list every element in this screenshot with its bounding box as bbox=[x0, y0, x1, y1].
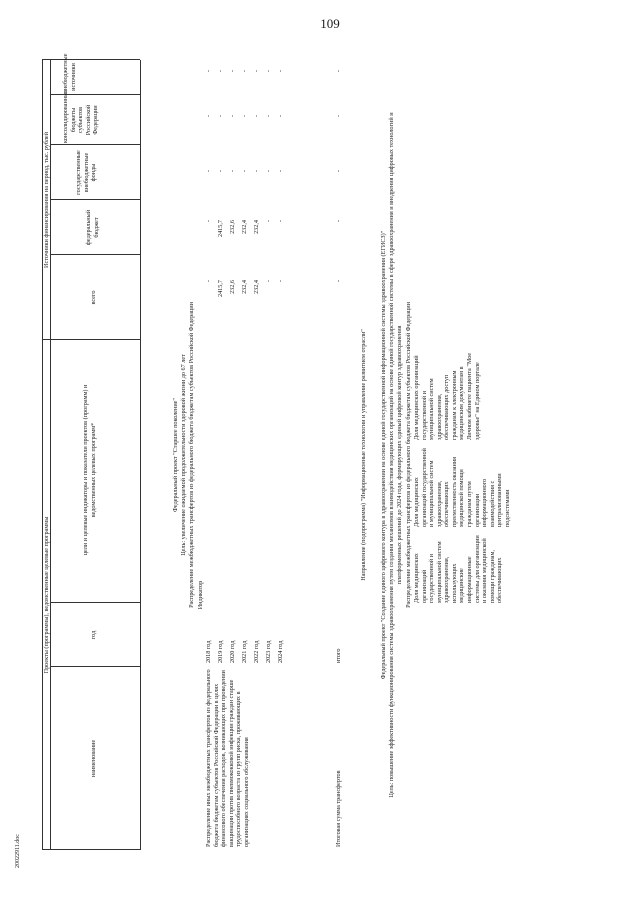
col-header-year: год bbox=[90, 630, 97, 640]
consolidated-cell: - bbox=[217, 115, 224, 118]
federal-cell: 2415,7 bbox=[217, 220, 224, 238]
project2-indicator-3: Доля медицинских организаций государственной и муниципальной систем здравоохранения, обеспечивающих доступ гражданам к электронным медицинским документам в Личном кабинете пациента "Мое здоровье" на Едином портале bbox=[413, 352, 481, 440]
col-header-consolidated: консолидированные бюджеты субъектов Российской Федерации bbox=[62, 89, 100, 143]
col-header-extrabudget: внебюджетные источники bbox=[62, 53, 77, 93]
total-row-state-funds: - bbox=[335, 170, 342, 173]
col-line-8 bbox=[42, 59, 140, 60]
col-header-total: всего bbox=[90, 290, 97, 305]
project1-title: Федеральный проект "Старшее поколение" bbox=[172, 398, 179, 512]
federal-cell: 232,4 bbox=[253, 220, 260, 234]
project2-goal: Цель: повышение эффективности функционирования системы здравоохранения путем создания механизмов взаимодействия медицинских организаций на основе единой государственной системы в сфере здравоохранения и внедрения цифровых технологий и платформенных решений до 2024 года, формирующих единый цифровой контур здравоохранения bbox=[388, 112, 403, 798]
total-row-name: Итоговая сумма трансфертов bbox=[335, 770, 342, 847]
extrabudget-cell: - bbox=[241, 70, 248, 73]
table-row-2022 bbox=[253, 60, 261, 667]
project2-indicator-1: Доля медицинских организаций государственной и муниципальной систем здравоохранения, использующих медицинские информационные системы для организации и оказания медицинской помощи гражданам, обеспечивающих bbox=[413, 535, 504, 603]
project1-distribution: Распределение межбюджетных трансфертов из федерального бюджета бюджетам субъектов Российской Федерации bbox=[188, 302, 195, 608]
total-row-extrabudget: - bbox=[335, 70, 342, 73]
table-row-2018 bbox=[205, 60, 213, 667]
col-line-6 bbox=[50, 144, 140, 145]
col-header-indicators: цели и целевые индикаторы и показатели проектов (программ) и ведомственных целевых программ* bbox=[82, 384, 97, 556]
col-header-name: наименование bbox=[90, 739, 97, 778]
total-cell: - bbox=[265, 280, 272, 283]
header-bottom-line bbox=[140, 60, 141, 850]
page-number: 109 bbox=[320, 16, 340, 31]
year-cell: 2022 год bbox=[253, 640, 260, 663]
federal-cell: - bbox=[205, 220, 212, 223]
total-cell: 232,4 bbox=[241, 280, 248, 294]
table-row-2021 bbox=[241, 60, 249, 667]
table-row-2020 bbox=[229, 60, 237, 667]
extrabudget-cell: - bbox=[229, 70, 236, 73]
total-row-year: итого bbox=[335, 648, 342, 663]
year-cell: 2018 год bbox=[205, 640, 212, 663]
state-funds-cell: - bbox=[265, 170, 272, 173]
extrabudget-cell: - bbox=[277, 70, 284, 73]
direction-heading: Направление (подпрограмма) "Информационные технологии и управление развитием отрасли" bbox=[360, 329, 367, 581]
year-cell: 2019 год bbox=[217, 640, 224, 663]
table-row-2024 bbox=[277, 60, 285, 667]
total-cell: 2415,7 bbox=[217, 280, 224, 298]
col-header-state-funds: государственные внебюджетные фонды bbox=[75, 150, 98, 195]
footer-code: 20022911.doc bbox=[15, 834, 21, 868]
extrabudget-cell: - bbox=[217, 70, 224, 73]
project1-indicator-label: Индикатор bbox=[197, 580, 204, 610]
total-row-consolidated: - bbox=[335, 115, 342, 118]
table-row-2023 bbox=[265, 60, 273, 667]
state-funds-cell: - bbox=[229, 170, 236, 173]
total-cell: - bbox=[205, 280, 212, 283]
year-cell: 2021 год bbox=[241, 640, 248, 663]
federal-cell: - bbox=[277, 220, 284, 223]
project2-indicator-2: Доля медицинских организаций государственной и муниципальной систем здравоохранения, обеспечивающих преемственность оказания медицинской помощи гражданам путем организации информационного взаимодействия с централизованными подсистемами bbox=[413, 448, 511, 527]
year-cell: 2020 год bbox=[229, 640, 236, 663]
total-row-total: - bbox=[335, 280, 342, 283]
consolidated-cell: - bbox=[205, 115, 212, 118]
state-funds-cell: - bbox=[277, 170, 284, 173]
consolidated-cell: - bbox=[253, 115, 260, 118]
programs-group-header: Проекты (программы), ведомственные целевые программы bbox=[43, 516, 50, 674]
project1-row-name: Распределение иных межбюджетных трансфертов из федерального бюджета бюджетам субъектов Российской Федерации в целях финансового обеспечения расходов, возникающих при проведении вакцинации против пневмококковой инфекции граждан старше трудоспособного возраста из групп риска, проживающих в организациях социального обслуживания bbox=[205, 669, 250, 847]
extrabudget-cell: - bbox=[205, 70, 212, 73]
col-line-5 bbox=[50, 199, 140, 200]
sources-group-header: Источники финансирования на период, тыс. рублей bbox=[43, 132, 50, 268]
extrabudget-cell: - bbox=[253, 70, 260, 73]
federal-cell: 232,4 bbox=[241, 220, 248, 234]
state-funds-cell: - bbox=[241, 170, 248, 173]
consolidated-cell: - bbox=[229, 115, 236, 118]
year-cell: 2023 год bbox=[265, 640, 272, 663]
extrabudget-cell: - bbox=[265, 70, 272, 73]
federal-cell: 232,6 bbox=[229, 220, 236, 234]
project1-goal: Цель: увеличение ожидаемой продолжительности здоровой жизни до 67 лет bbox=[180, 354, 187, 556]
federal-cell: - bbox=[265, 220, 272, 223]
total-row-federal: - bbox=[335, 220, 342, 223]
project2-distribution: Распределение межбюджетных трансфертов из федерального бюджета бюджетам субъектов Российской Федерации bbox=[405, 302, 412, 608]
consolidated-cell: - bbox=[265, 115, 272, 118]
state-funds-cell: - bbox=[253, 170, 260, 173]
total-cell: 232,4 bbox=[253, 280, 260, 294]
year-cell: 2024 год bbox=[277, 640, 284, 663]
project2-title: Федеральный проект "Создание единого цифрового контура в здравоохранении на основе единой государственной информационной системы здравоохранения (ЕГИСЗ)" bbox=[380, 230, 387, 680]
consolidated-cell: - bbox=[277, 115, 284, 118]
total-cell: 232,6 bbox=[229, 280, 236, 294]
state-funds-cell: - bbox=[205, 170, 212, 173]
consolidated-cell: - bbox=[241, 115, 248, 118]
total-cell: - bbox=[277, 280, 284, 283]
total-row bbox=[335, 60, 343, 850]
table-row-2019 bbox=[217, 60, 225, 667]
col-header-federal: федеральный бюджет bbox=[85, 209, 100, 246]
state-funds-cell: - bbox=[217, 170, 224, 173]
